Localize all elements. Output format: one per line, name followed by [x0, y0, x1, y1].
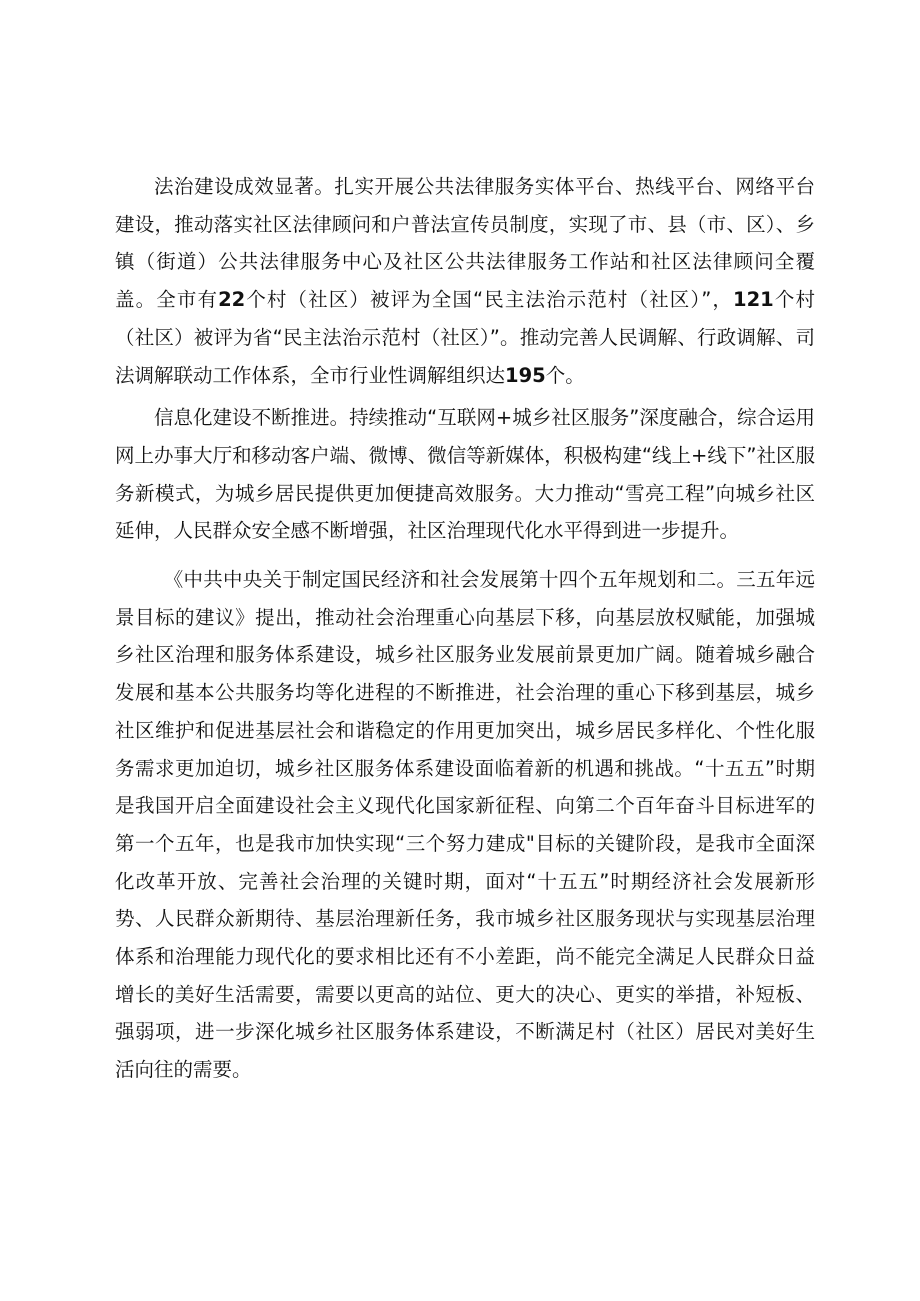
count-national-villages: 22	[218, 288, 246, 312]
text-segment: 法治建设成效显著。扎实开展公共法律服务实体平台、热线平台、网络平台建设，推动落实社区法律顾问和户普法宣传员制度，实现了市、县（市、区）、乡镇（街道）公共法律服务中心及社区公共法律服务工作站和社区法律顾问全覆盖。全市有	[115, 175, 815, 312]
text-segment: 个村（社区）被评为省“民主法治示范村（社区）”。推动完善人民调解、行政调解、司法调解联动工作体系，全市行业性调解组织达	[115, 288, 815, 387]
paragraph-informatization: 信息化建设不断推进。持续推动“互联网+城乡社区服务”深度融合，综合运用网上办事大厅和移动客户端、微博、微信等新媒体，积极构建“线上+线下”社区服务新模式，为城乡居民提供更加便捷高效服务。大力推动“雪亮工程”向城乡社区延伸，人民群众安全感不断增强，社区治理现代化水平得到进一步提升。	[115, 406, 815, 543]
text-segment: 个。	[545, 363, 585, 387]
count-provincial-villages: 121	[733, 288, 774, 312]
text-segment: 个村（社区）被评为全国“民主法治示范村（社区）”，	[245, 288, 734, 312]
paragraph-development-outlook: 《中共中央关于制定国民经济和社会发展第十四个五年规划和二。三五年远景目标的建议》提出，推动社会治理重心向基层下移，向基层放权赋能，加强城乡社区治理和服务体系建设，城乡社区服务业发展前景更加广阔。随着城乡融合发展和基本公共服务均等化进程的不断推进，社会治理的重心下移到基层，城乡社区维护和促进基层社会和谐稳定的作用更加突出，城乡居民多样化、个性化服务需求更加迫切，城乡社区服务体系建设面临着新的机遇和挑战。“十五五”时期是我国开启全面建设社会主义现代化国家新征程、向第二个百年奋斗目标进军的第一个五年，也是我市加快实现“三个努力建成"目标的关键阶段，是我市全面深化改革开放、完善社会治理的关键时期，面对“十五五”时期经济社会发展新形势、人民群众新期待、基层治理新任务，我市城乡社区服务现状与实现基层治理体系和治理能力现代化的要求相比还有不小差距，尚不能完全满足人民群众日益增长的美好生活需要，需要以更高的站位、更大的决心、更实的举措，补短板、强弱项，进一步深化城乡社区服务体系建设，不断满足村（社区）居民对美好生活向往的需要。	[115, 568, 815, 1082]
document-body	[115, 168, 815, 1089]
count-mediation-orgs: 195	[505, 363, 546, 387]
paragraph-legal-construction	[115, 168, 815, 394]
